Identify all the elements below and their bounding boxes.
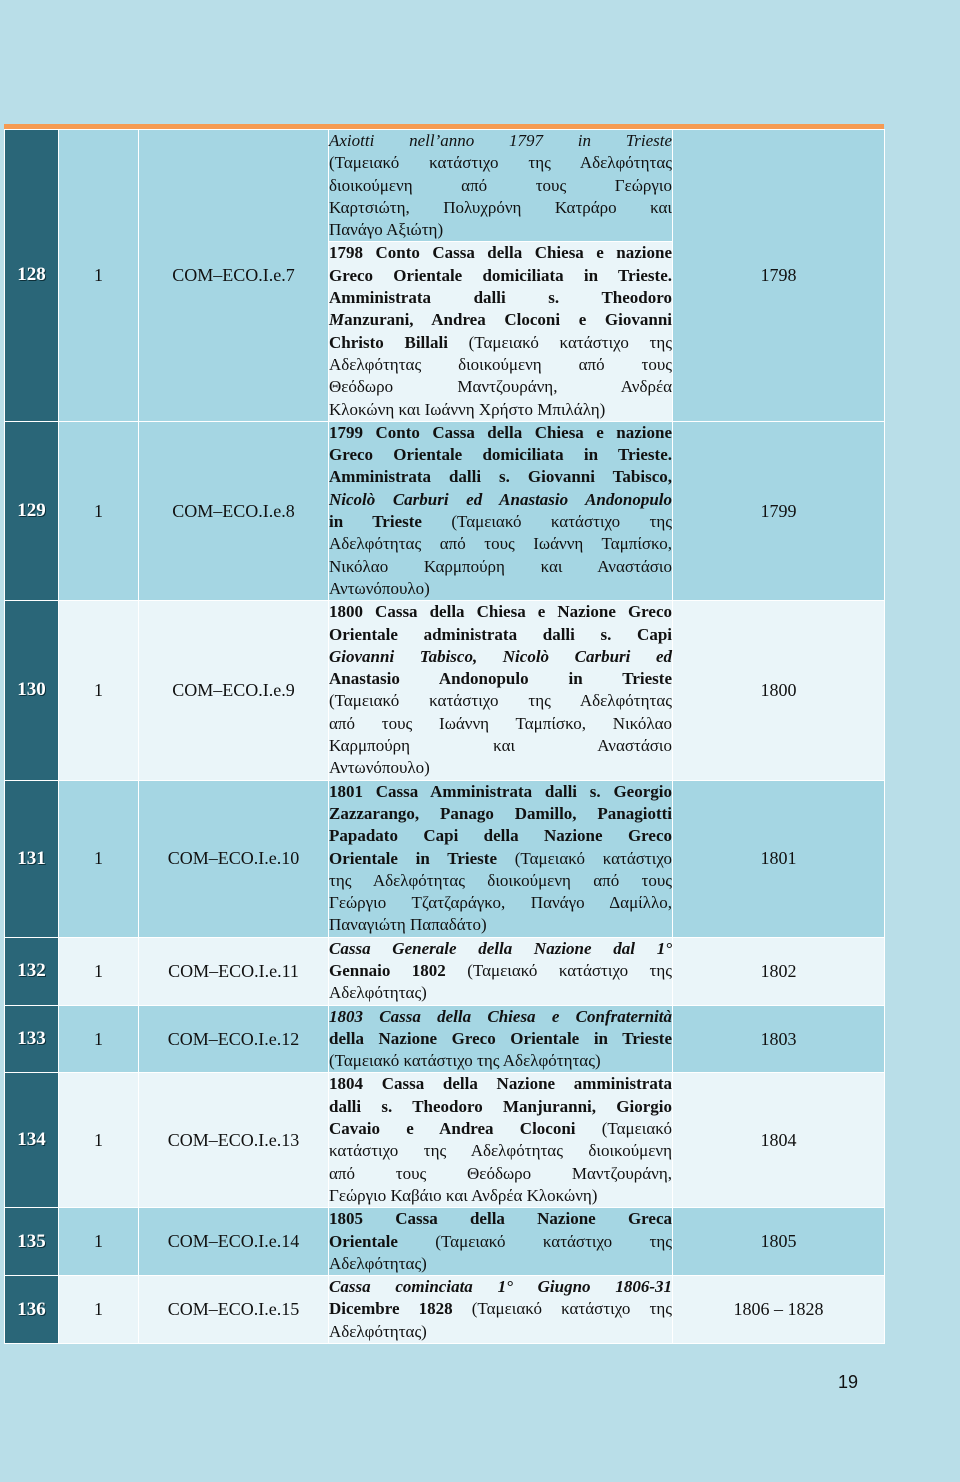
description-line: από τους Ιωάννη Ταμπίσκο, Νικόλαο — [329, 713, 672, 733]
description-line: dalli s. Theodoro Manjuranni, Giorgio — [329, 1096, 672, 1116]
description-line: Cassa cominciata 1° Giugno 1806-31 — [329, 1277, 672, 1297]
record-number: 131 — [5, 780, 59, 937]
record-year: 1806 – 1828 — [673, 1276, 885, 1344]
description-line: Αδελφότητας) — [329, 983, 427, 1003]
record-quantity: 1 — [59, 937, 139, 1005]
record-description — [329, 421, 673, 600]
record-code: COM–ECO.I.e.15 — [139, 1276, 329, 1344]
description-line: Καρτσιώτη, Πολυχρόνη Κατράρο και — [329, 197, 672, 217]
register-row — [5, 1005, 885, 1073]
description-line: (Ταμειακό κατάστιχο της Αδελφότητας — [329, 691, 672, 711]
record-description — [329, 1208, 673, 1276]
register-row — [5, 1073, 885, 1208]
page-number: 19 — [838, 1372, 859, 1392]
description-line: in Trieste (Ταμειακό κατάστιχο της — [329, 512, 672, 532]
description-line: Nicolò Carburi ed Anastasio Andonopulo — [329, 489, 672, 509]
description-line: 1799 Conto Cassa della Chiesa e nazione — [329, 422, 672, 442]
record-quantity: 1 — [59, 1005, 139, 1073]
description-line: Greco Orientale domiciliata in Trieste. — [329, 265, 672, 285]
description-line: Γεώργιο Τζατζαράγκο, Πανάγο Δαμίλλο, — [329, 893, 672, 913]
description-line: Αδελφότητας) — [329, 1253, 427, 1273]
description-line: Dicembre 1828 (Ταμειακό κατάστιχο της — [329, 1299, 672, 1319]
record-description — [329, 937, 673, 1005]
description-line: Παναγιώτη Παπαδάτο) — [329, 915, 487, 935]
record-number: 130 — [5, 601, 59, 780]
description-line: κατάστιχο της Αδελφότητας διοικούμενη — [329, 1141, 672, 1161]
description-line: Αδελφότητας διοικούμενη από τους — [329, 354, 672, 374]
record-year: 1799 — [673, 421, 885, 600]
record-description — [329, 1073, 673, 1208]
register-row — [5, 1276, 885, 1344]
record-quantity: 1 — [59, 130, 139, 422]
description-line: Greco Orientale domiciliata in Trieste. — [329, 445, 672, 465]
record-quantity: 1 — [59, 780, 139, 937]
record-number: 134 — [5, 1073, 59, 1208]
record-code: COM–ECO.I.e.13 — [139, 1073, 329, 1208]
record-description — [329, 1276, 673, 1344]
description-line: Anastasio Andonopulo in Trieste — [329, 669, 672, 689]
record-quantity: 1 — [59, 1276, 139, 1344]
description-line: Γεώργιο Καβάιο και Ανδρέα Κλοκώνη) — [329, 1185, 598, 1205]
archive-register-table — [4, 129, 885, 1344]
description-line: Νικόλαο Καρμπούρη και Αναστάσιο — [329, 556, 672, 576]
description-line: (Ταμειακό κατάστιχο της Αδελφότητας — [329, 153, 672, 173]
record-quantity: 1 — [59, 1208, 139, 1276]
description-line: Κλοκώνη και Ιωάννη Χρήστο Μπιλάλη) — [329, 399, 606, 419]
record-year: 1800 — [673, 601, 885, 780]
record-quantity: 1 — [59, 1073, 139, 1208]
description-line: Cavaio e Andrea Cloconi (Ταμειακό — [329, 1119, 672, 1139]
description-line: Αντωνόπουλο) — [329, 578, 430, 598]
register-row — [5, 601, 885, 780]
record-year: 1798 — [673, 130, 885, 422]
description-line: Gennaio 1802 (Ταμειακό κατάστιχο της — [329, 960, 672, 980]
description-line: Zazzarango, Panago Damillo, Panagiotti — [329, 803, 672, 823]
register-row — [5, 421, 885, 600]
description-line: διοικούμενη από τους Γεώργιο — [329, 175, 672, 195]
record-description — [329, 1005, 673, 1073]
record-number: 129 — [5, 421, 59, 600]
description-line: από τους Θεόδωρο Μαντζουράνη, — [329, 1163, 672, 1183]
record-code: COM–ECO.I.e.12 — [139, 1005, 329, 1073]
description-line: Orientale administrata dalli s. Capi — [329, 624, 672, 644]
register-row — [5, 130, 885, 242]
description-line: Cassa Generale della Nazione dal 1° — [329, 938, 672, 958]
record-year: 1805 — [673, 1208, 885, 1276]
record-year: 1801 — [673, 780, 885, 937]
record-number: 136 — [5, 1276, 59, 1344]
record-quantity: 1 — [59, 601, 139, 780]
description-line: Αδελφότητας) — [329, 1321, 427, 1341]
description-line: della Nazione Greco Orientale in Trieste — [329, 1028, 672, 1048]
description-line: (Ταμειακό κατάστιχο της Αδελφότητας) — [329, 1051, 601, 1071]
record-number: 132 — [5, 937, 59, 1005]
record-code: COM–ECO.I.e.11 — [139, 937, 329, 1005]
description-line: 1803 Cassa della Chiesa e Confraternità — [329, 1006, 672, 1026]
record-number: 135 — [5, 1208, 59, 1276]
description-line: Orientale in Trieste (Ταμειακό κατάστιχο — [329, 848, 672, 868]
description-line: Christo Billali (Ταμειακό κατάστιχο της — [329, 332, 672, 352]
register-row — [5, 1208, 885, 1276]
record-description — [329, 780, 673, 937]
description-line: Amministrata dalli s. Giovanni Tabisco, — [329, 467, 672, 487]
record-code: COM–ECO.I.e.8 — [139, 421, 329, 600]
register-body — [5, 130, 885, 1344]
description-line: Αντωνόπουλο) — [329, 758, 430, 778]
description-line: Manzurani, Andrea Cloconi e Giovanni — [329, 310, 672, 330]
record-description — [329, 130, 673, 242]
description-line: 1798 Conto Cassa della Chiesa e nazione — [329, 243, 672, 263]
register-row — [5, 780, 885, 937]
description-line: Πανάγο Αξιώτη) — [329, 220, 444, 240]
description-line: 1805 Cassa della Nazione Greca — [329, 1209, 672, 1229]
register-row — [5, 937, 885, 1005]
record-code: COM–ECO.I.e.14 — [139, 1208, 329, 1276]
record-code: COM–ECO.I.e.7 — [139, 130, 329, 422]
description-line: Papadato Capi della Nazione Greco — [329, 826, 672, 846]
record-year: 1804 — [673, 1073, 885, 1208]
description-line: Giovanni Tabisco, Nicolò Carburi ed — [329, 646, 672, 666]
description-line: Αδελφότητας από τους Ιωάννη Ταμπίσκο, — [329, 534, 672, 554]
description-line: Amministrata dalli s. Theodoro — [329, 288, 672, 308]
description-line: 1800 Cassa della Chiesa e Nazione Greco — [329, 602, 672, 622]
record-code: COM–ECO.I.e.10 — [139, 780, 329, 937]
record-year: 1803 — [673, 1005, 885, 1073]
record-quantity: 1 — [59, 421, 139, 600]
description-line: Axiotti nell’anno 1797 in Trieste — [329, 131, 672, 150]
description-line: 1804 Cassa della Nazione amministrata — [329, 1074, 672, 1094]
description-line: 1801 Cassa Amministrata dalli s. Georgio — [329, 781, 672, 801]
record-description — [329, 242, 673, 421]
record-number: 128 — [5, 130, 59, 422]
description-line: Καρμπούρη και Αναστάσιο — [329, 736, 672, 756]
record-code: COM–ECO.I.e.9 — [139, 601, 329, 780]
record-year: 1802 — [673, 937, 885, 1005]
record-description — [329, 601, 673, 780]
record-number: 133 — [5, 1005, 59, 1073]
description-line: Orientale (Ταμειακό κατάστιχο της — [329, 1231, 672, 1251]
description-line: της Αδελφότητας διοικούμενη από τους — [329, 870, 672, 890]
description-line: Θεόδωρο Μαντζουράνη, Ανδρέα — [329, 377, 672, 397]
